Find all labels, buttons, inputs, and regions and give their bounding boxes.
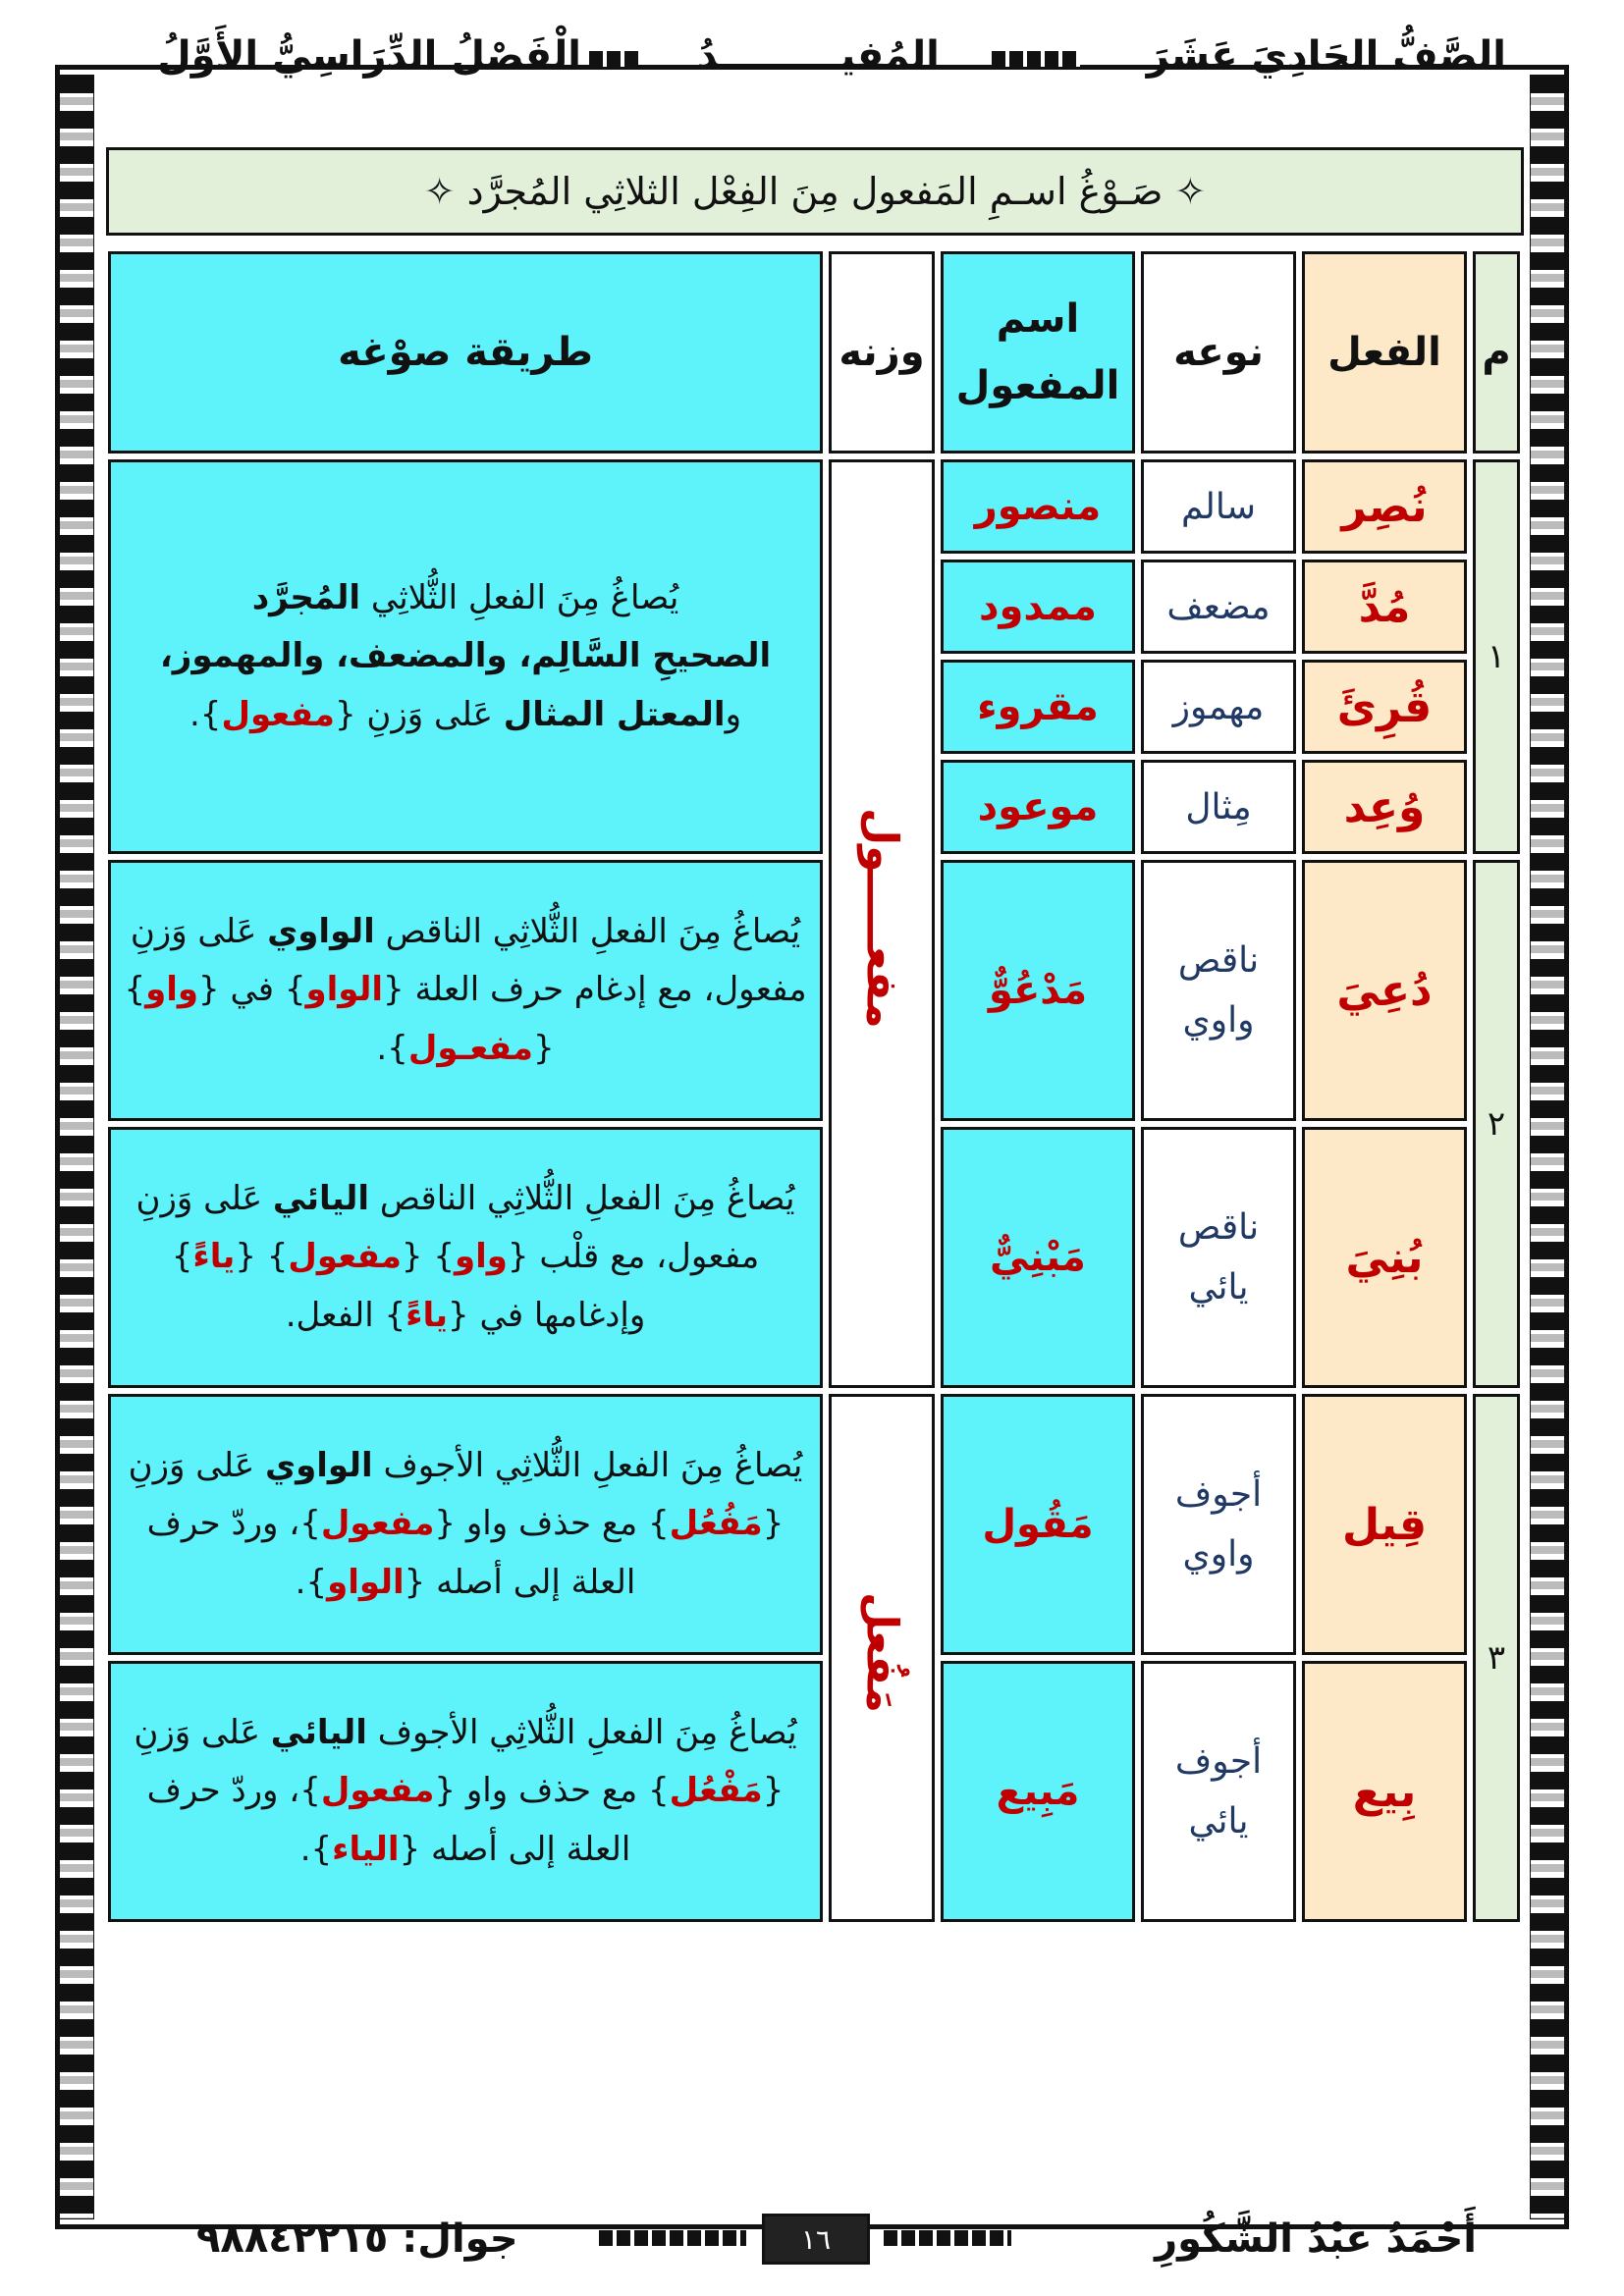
wazn-cell-hollow: مَفُعل xyxy=(829,1394,935,1922)
type-cell: أجوف واوي xyxy=(1141,1394,1296,1655)
header-grade: الصَّفُّ الحَادِيَ عَشَرَ xyxy=(1146,33,1506,79)
header-wazn: وزنه xyxy=(829,251,935,454)
header-number: م xyxy=(1473,251,1520,454)
left-border-ornament xyxy=(59,75,94,2219)
footer-ornament xyxy=(599,2230,746,2246)
table-row xyxy=(108,1127,1520,1388)
name-cell: منصور xyxy=(941,459,1135,554)
header-term: الْفَصْلُ الدِّرَاسِيُّ الأَوَّلُ xyxy=(157,33,581,79)
verb-cell: قُرِئَ xyxy=(1302,660,1467,754)
type-cell: ناقص يائي xyxy=(1141,1127,1296,1388)
footer-phone xyxy=(196,2216,518,2262)
row-number: ٢ xyxy=(1473,860,1520,1388)
type-cell: سالم xyxy=(1141,459,1296,554)
type-cell: مهموز xyxy=(1141,660,1296,754)
name-cell: موعود xyxy=(941,760,1135,854)
table-header-row xyxy=(108,251,1520,454)
row-number: ١ xyxy=(1473,459,1520,854)
type-cell: أجوف يائي xyxy=(1141,1661,1296,1922)
method-cell: يُصاغُ مِنَ الفعلِ الثُّلاثِي الأجوف اليائي عَلى وَزنِ {مَفْعُل} مع حذف واو {مفعول}، وردّ حرف العلة إلى أصله {الياء}. xyxy=(108,1661,823,1922)
type-cell: ناقص واوي xyxy=(1141,860,1296,1121)
name-cell: مقروء xyxy=(941,660,1135,754)
name-cell: مَقُول xyxy=(941,1394,1135,1655)
name-cell: مَدْعُوٌّ xyxy=(941,860,1135,1121)
method-cell: يُصاغُ مِنَ الفعلِ الثُّلاثِي الناقص اليائي عَلى وَزنِ مفعول، مع قلْب {واو} {مفعول} {ياءً} وإدغامها في {ياءً} الفعل. xyxy=(108,1127,823,1388)
section-title: ✧ صَـوْغُ اسـمِ المَفعول مِنَ الفِعْل الثلاثِي المُجرَّد ✧ xyxy=(106,147,1524,236)
method-cell: يُصاغُ مِنَ الفعلِ الثُّلاثِي الناقص الواوي عَلى وَزنِ مفعول، مع إدغام حرف العلة {الواو} في {واو} {مفعـول}. xyxy=(108,860,823,1121)
header-ornament xyxy=(589,51,638,67)
table-row xyxy=(108,1394,1520,1655)
type-cell: مِثال xyxy=(1141,760,1296,854)
verb-cell: قِيل xyxy=(1302,1394,1467,1655)
header-verb: الفعل xyxy=(1302,251,1467,454)
phone-label: جوال: xyxy=(402,2216,518,2262)
verb-cell: مُدَّ xyxy=(1302,560,1467,654)
verb-cell: بُنِيَ xyxy=(1302,1127,1467,1388)
passive-participle-table xyxy=(102,245,1526,1928)
method-cell: يُصاغُ مِنَ الفعلِ الثُّلاثِي المُجرَّد الصحيحِ السَّالِم، والمضعف، والمهموز، والمعتل المثال عَلى وَزنِ {مفعول}. xyxy=(108,459,823,854)
verb-cell: دُعِيَ xyxy=(1302,860,1467,1121)
header-name: اسم المفعول xyxy=(941,251,1135,454)
header-book: المُفيـــــــــدُ xyxy=(697,33,940,79)
header-ornament xyxy=(992,51,1080,67)
page-number: ١٦ xyxy=(762,2214,870,2265)
footer-author: أَحْمَدُ عَبْدُ الشَّكُورِ xyxy=(1155,2216,1477,2262)
table-row xyxy=(108,860,1520,1121)
name-cell: مَبْنِيٌّ xyxy=(941,1127,1135,1388)
type-cell: مضعف xyxy=(1141,560,1296,654)
verb-cell: وُعِد xyxy=(1302,760,1467,854)
name-cell: مَبِيع xyxy=(941,1661,1135,1922)
verb-cell: نُصِر xyxy=(1302,459,1467,554)
table-row xyxy=(108,1661,1520,1922)
method-cell: يُصاغُ مِنَ الفعلِ الثُّلاثِي الأجوف الواوي عَلى وَزنِ {مَفُعُل} مع حذف واو {مفعول}، وردّ حرف العلة إلى أصله {الواو}. xyxy=(108,1394,823,1655)
right-border-ornament xyxy=(1530,75,1565,2219)
wazn-cell-main: مفعـــــول xyxy=(829,459,935,1388)
header-method: طريقة صوْغه xyxy=(108,251,823,454)
row-number: ٣ xyxy=(1473,1394,1520,1922)
footer-ornament xyxy=(884,2230,1011,2246)
header-type: نوعه xyxy=(1141,251,1296,454)
table-row xyxy=(108,459,1520,554)
phone-number: ٩٨٨٤٢٢١٥ xyxy=(196,2216,389,2262)
verb-cell: بِيع xyxy=(1302,1661,1467,1922)
name-cell: ممدود xyxy=(941,560,1135,654)
